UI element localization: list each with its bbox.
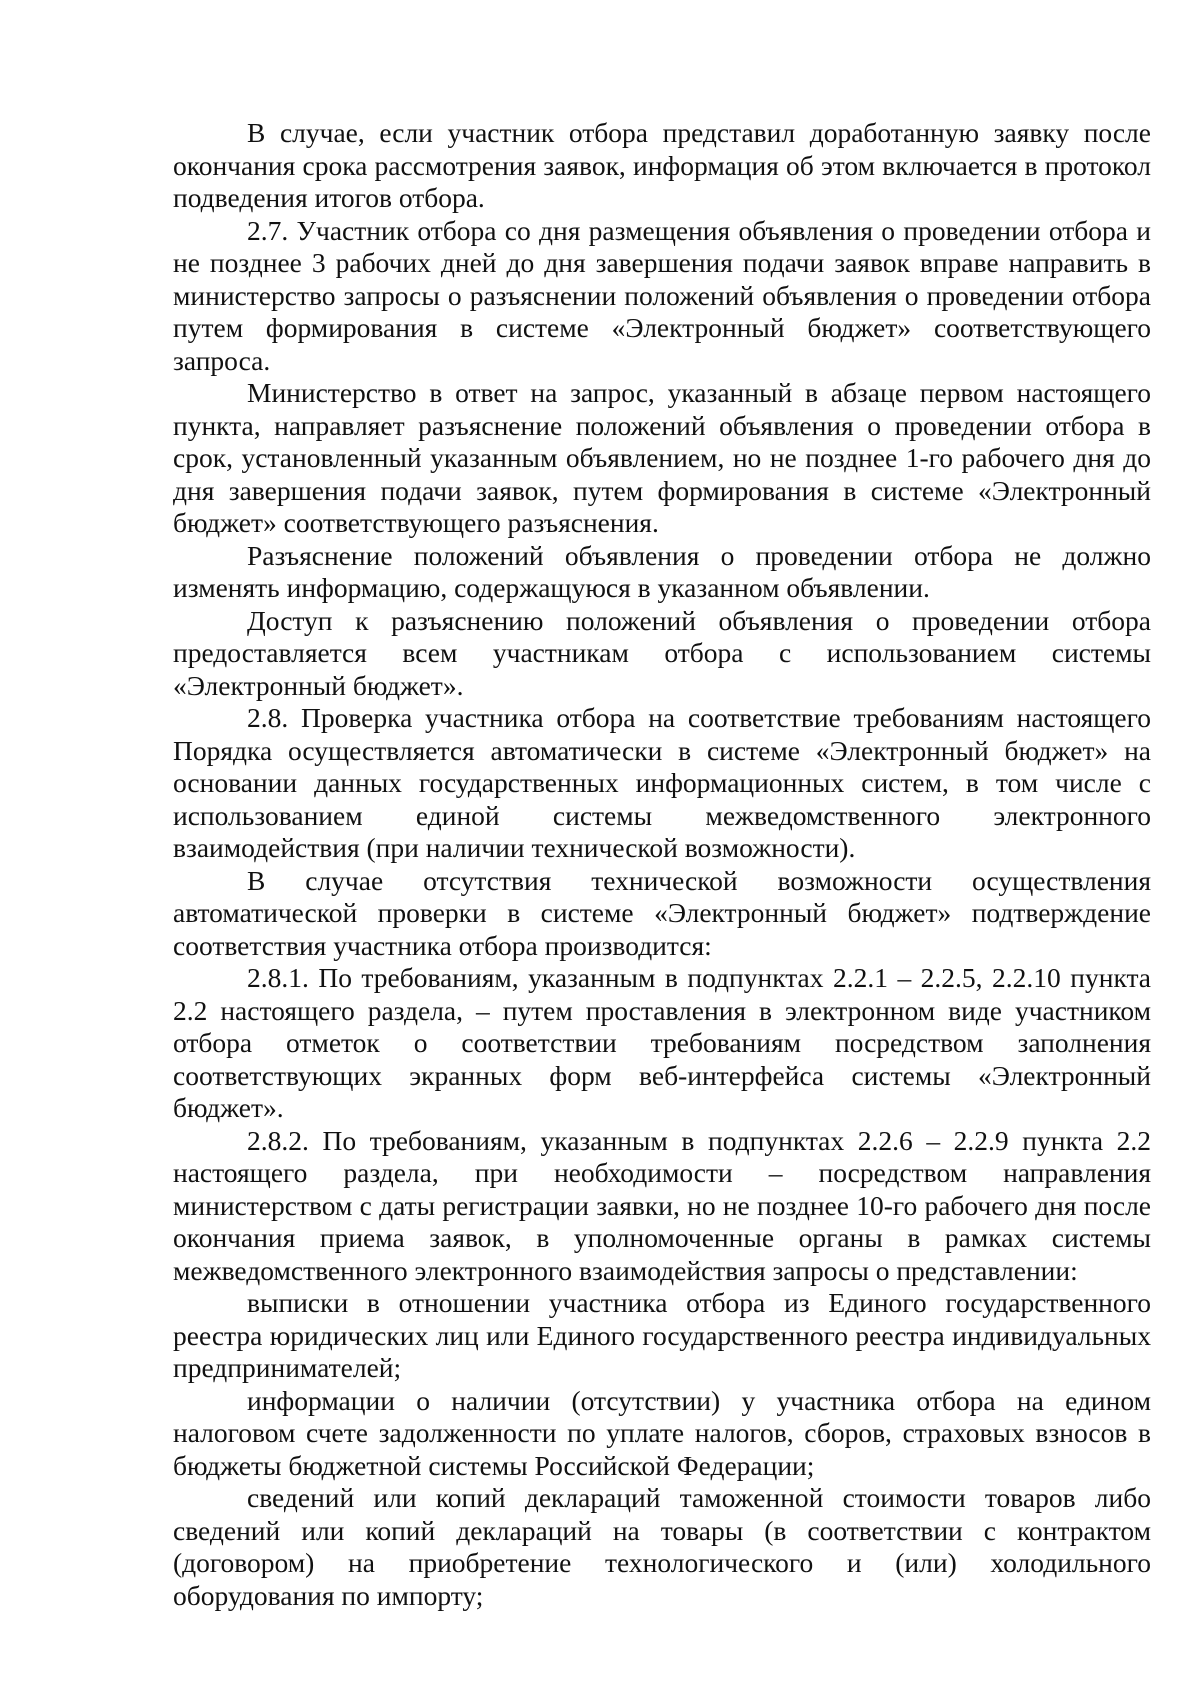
paragraph: Разъяснение положений объявления о проведении отбора не должно изменять информацию, содержащуюся в указанном объявлении. [173,539,1151,603]
paragraph: Доступ к разъяснению положений объявления о проведении отбора предоставляется всем участникам отбора с использованием системы «Электронный бюджет». [173,604,1151,701]
paragraph: 2.8.1. По требованиям, указанным в подпунктах 2.2.1 – 2.2.5, 2.2.10 пункта 2.2 настоящего раздела, – путем проставления в электронном виде участником отбора отметок о соответствии требованиям посредством заполнения соответствующих экранных форм веб-интерфейса системы «Электронный бюджет». [173,962,1151,1123]
paragraph: выписки в отношении участника отбора из Единого государственного реестра юридических лиц или Единого государственного реестра индивидуальных предпринимателей; [173,1287,1151,1383]
paragraph: В случае, если участник отбора представил доработанную заявку после окончания срока рассмотрения заявок, информация об этом включается в протокол подведения итогов отбора. [173,117,1151,213]
paragraph: 2.8.2. По требованиям, указанным в подпунктах 2.2.6 – 2.2.9 пункта 2.2 настоящего раздела, при необходимости – посредством направления министерством с даты регистрации заявки, но не позднее 10-го рабочего дня после окончания приема заявок, в уполномоченные органы в рамках системы межведомственного электронного взаимодействия запросы о представлении: [173,1124,1151,1286]
paragraph: Министерство в ответ на запрос, указанный в абзаце первом настоящего пункта, направляет разъяснение положений объявления о проведении отбора в срок, установленный указанным объявлением, но не позднее 1-го рабочего дня до дня завершения подачи заявок, путем формирования в системе «Электронный бюджет» соответствующего разъяснения. [173,377,1151,538]
paragraph: информации о наличии (отсутствии) у участника отбора на едином налоговом счете задолженности по уплате налогов, сборов, страховых взносов в бюджеты бюджетной системы Российской Федерации; [173,1384,1151,1481]
paragraph: 2.7. Участник отбора со дня размещения объявления о проведении отбора и не позднее 3 рабочих дней до дня завершения подачи заявок вправе направить в министерство запросы о разъяснении положений объявления о проведении отбора путем формирования в системе «Электронный бюджет» соответствующего запроса. [173,214,1151,376]
paragraph: В случае отсутствия технической возможности осуществления автоматической проверки в системе «Электронный бюджет» подтверждение соответствия участника отбора производится: [173,864,1151,961]
paragraph: сведений или копий деклараций таможенной стоимости товаров либо сведений или копий деклараций на товары (в соответствии с контрактом (договором) на приобретение технологического и (или) холодильного оборудования по импорту; [173,1482,1151,1611]
document-body [173,117,1151,1612]
paragraph: 2.8. Проверка участника отбора на соответствие требованиям настоящего Порядка осуществляется автоматически в системе «Электронный бюджет» на основании данных государственных информационных систем, в том числе с использованием единой системы межведомственного электронного взаимодействия (при наличии технической возможности). [173,702,1151,863]
